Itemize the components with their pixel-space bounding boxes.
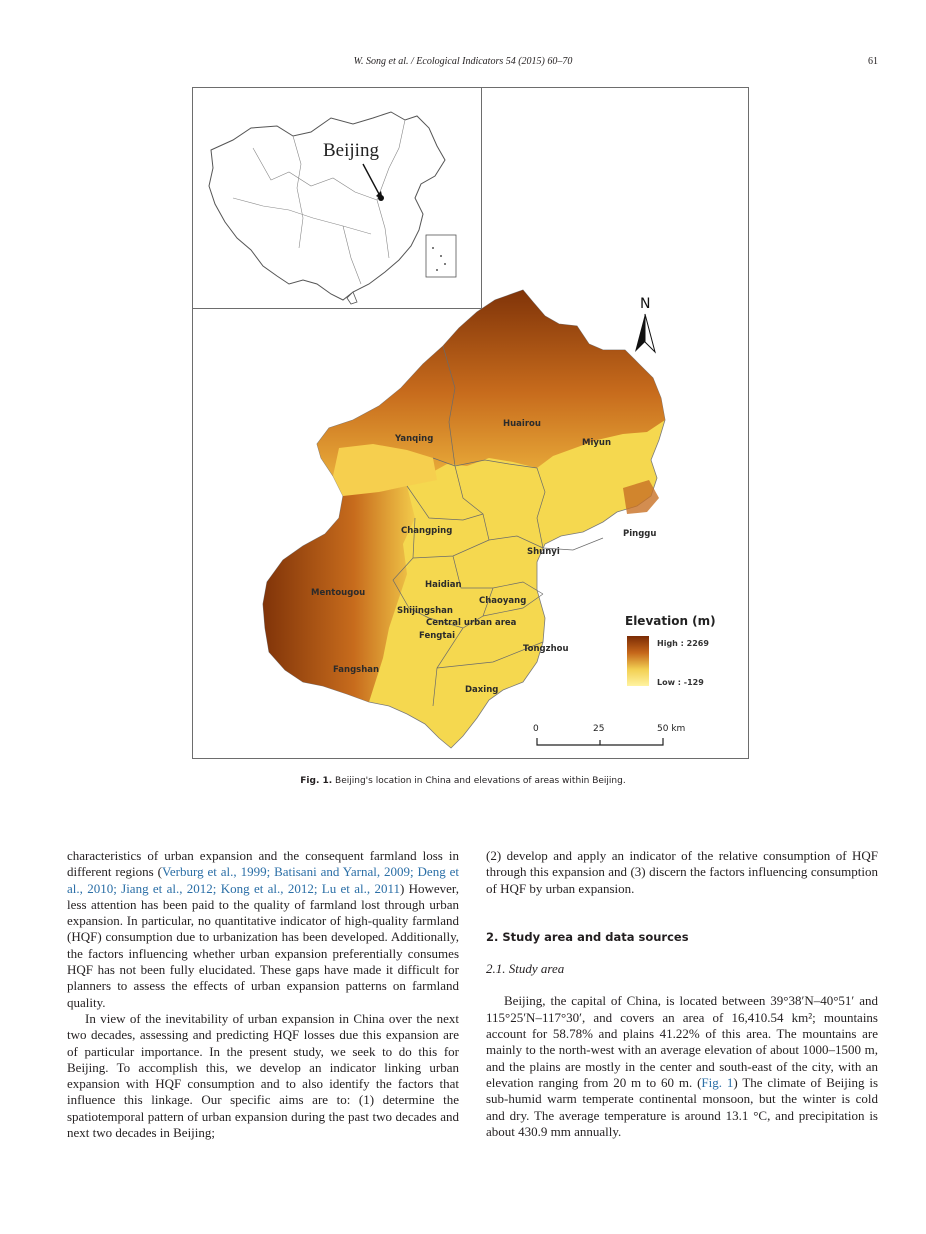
right-column — [486, 848, 878, 1140]
district-label-fangshan: Fangshan — [333, 665, 380, 675]
subsection-title: 2.1. Study area — [486, 961, 565, 977]
north-label: N — [640, 296, 651, 312]
paragraph-4-text-b: ) The climate of Beijing is sub-humid warm temperate continental monsoon, but the winter is cold and dry. The average temperature is around 13.1 °C, and precipitation is about 430.9 mm annually. — [486, 1074, 879, 1139]
page-number: 61 — [868, 56, 878, 67]
district-label-shijingshan: Shijingshan — [397, 606, 453, 616]
scale-label-25: 25 — [593, 724, 605, 734]
paragraph-3: (2) develop and apply an indicator of the relative consumption of HQF through this expansion and (3) discern the factors influencing consumption of HQF by urban expansion. — [486, 848, 878, 896]
paragraph-4 — [486, 993, 878, 1140]
left-column — [67, 848, 459, 1141]
section-title: 2. Study area and data sources — [486, 929, 689, 944]
district-label-pinggu: Pinggu — [623, 529, 657, 539]
district-label-shunyi: Shunyi — [527, 547, 560, 557]
district-label-miyun: Miyun — [582, 438, 612, 448]
district-label-yanqing: Yanqing — [395, 434, 434, 444]
district-label-daxing: Daxing — [465, 685, 499, 695]
district-label-huairou: Huairou — [503, 419, 541, 429]
district-label-changping: Changping — [401, 526, 453, 536]
paragraph-1-text-b: ) However, less attention has been paid to the quality of farmland lost through urban expansion. In particular, no quantitative indicator of high-quality farmland (HQF) consumption due to urbanization has been developed. Additionally, the factors influencing whether urban expansion preferentially consumes HQF has not been fully elucidated. These gaps have made it difficult for planners to assess the effects of urban expansion patterns on farmland quality. — [67, 880, 459, 1010]
citation-link[interactable]: Verburg et al., 1999; Batisani and Yarnal, 2009; Deng et al., 2010; Jiang et al., 2012; Kong et al., 2012; Lu et al., 2011 — [67, 864, 459, 896]
district-label-haidian: Haidian — [425, 580, 462, 590]
elevation-map-graphic — [193, 88, 750, 760]
district-label-tongzhou: Tongzhou — [523, 644, 569, 654]
elevation-color-ramp — [627, 636, 649, 686]
scale-label-0: 0 — [533, 724, 539, 734]
figure-caption — [0, 776, 926, 786]
district-label-fengtai: Fengtai — [419, 631, 456, 641]
scale-label-50km: 50 km — [657, 724, 686, 734]
legend-high-label: High : 2269 — [657, 639, 709, 648]
paragraph-1 — [67, 848, 459, 1011]
district-label-mentougou: Mentougou — [311, 588, 366, 598]
caption-text: Beijing's location in China and elevations of areas within Beijing. — [332, 776, 626, 786]
paragraph-4-text-a: Beijing, the capital of China, is located between 39°38′N–40°51′ and 115°25′N–117°30′, and covers an area of 16,410.54 km²; mountains account for 58.78% and plains 41.22% of this area. The mountains are mainly to the north-west with an average elevation of about 1000–1500 m, and the plains are mostly in the center and south-east of the city, with an elevation ranging from 20 m to 60 m. ( — [486, 993, 878, 1090]
district-label-central-urban-area: Central urban area — [426, 618, 517, 628]
paragraph-2: In view of the inevitability of urban expansion in China over the next two decades, assessing and predicting HQF losses due this expansion are of particular importance. In the present study, we seek to do this for Beijing. To accomplish this, we develop an indicator linking urban expansion with HQF consumption and to also identify the factors that influence this linkage. Our specific aims are to: (1) determine the spatiotemporal pattern of urban expansion during the past two decades and next two decades in Beijing; — [67, 1010, 459, 1141]
inset-beijing-label: Beijing — [323, 140, 379, 161]
paragraph-1-text-a: characteristics of urban expansion and the consequent farmland loss in different regions ( — [67, 848, 459, 880]
figure-1 — [192, 87, 749, 759]
district-label-chaoyang: Chaoyang — [479, 596, 527, 606]
legend-low-label: Low : -129 — [657, 678, 704, 687]
journal-citation: W. Song et al. / Ecological Indicators 54 (2015) 60–70 — [353, 56, 573, 67]
figure-reference-link[interactable]: Fig. 1 — [701, 1074, 734, 1090]
legend-title: Elevation (m) — [625, 614, 716, 628]
caption-label: Fig. 1. — [300, 776, 333, 786]
running-header — [0, 56, 926, 72]
